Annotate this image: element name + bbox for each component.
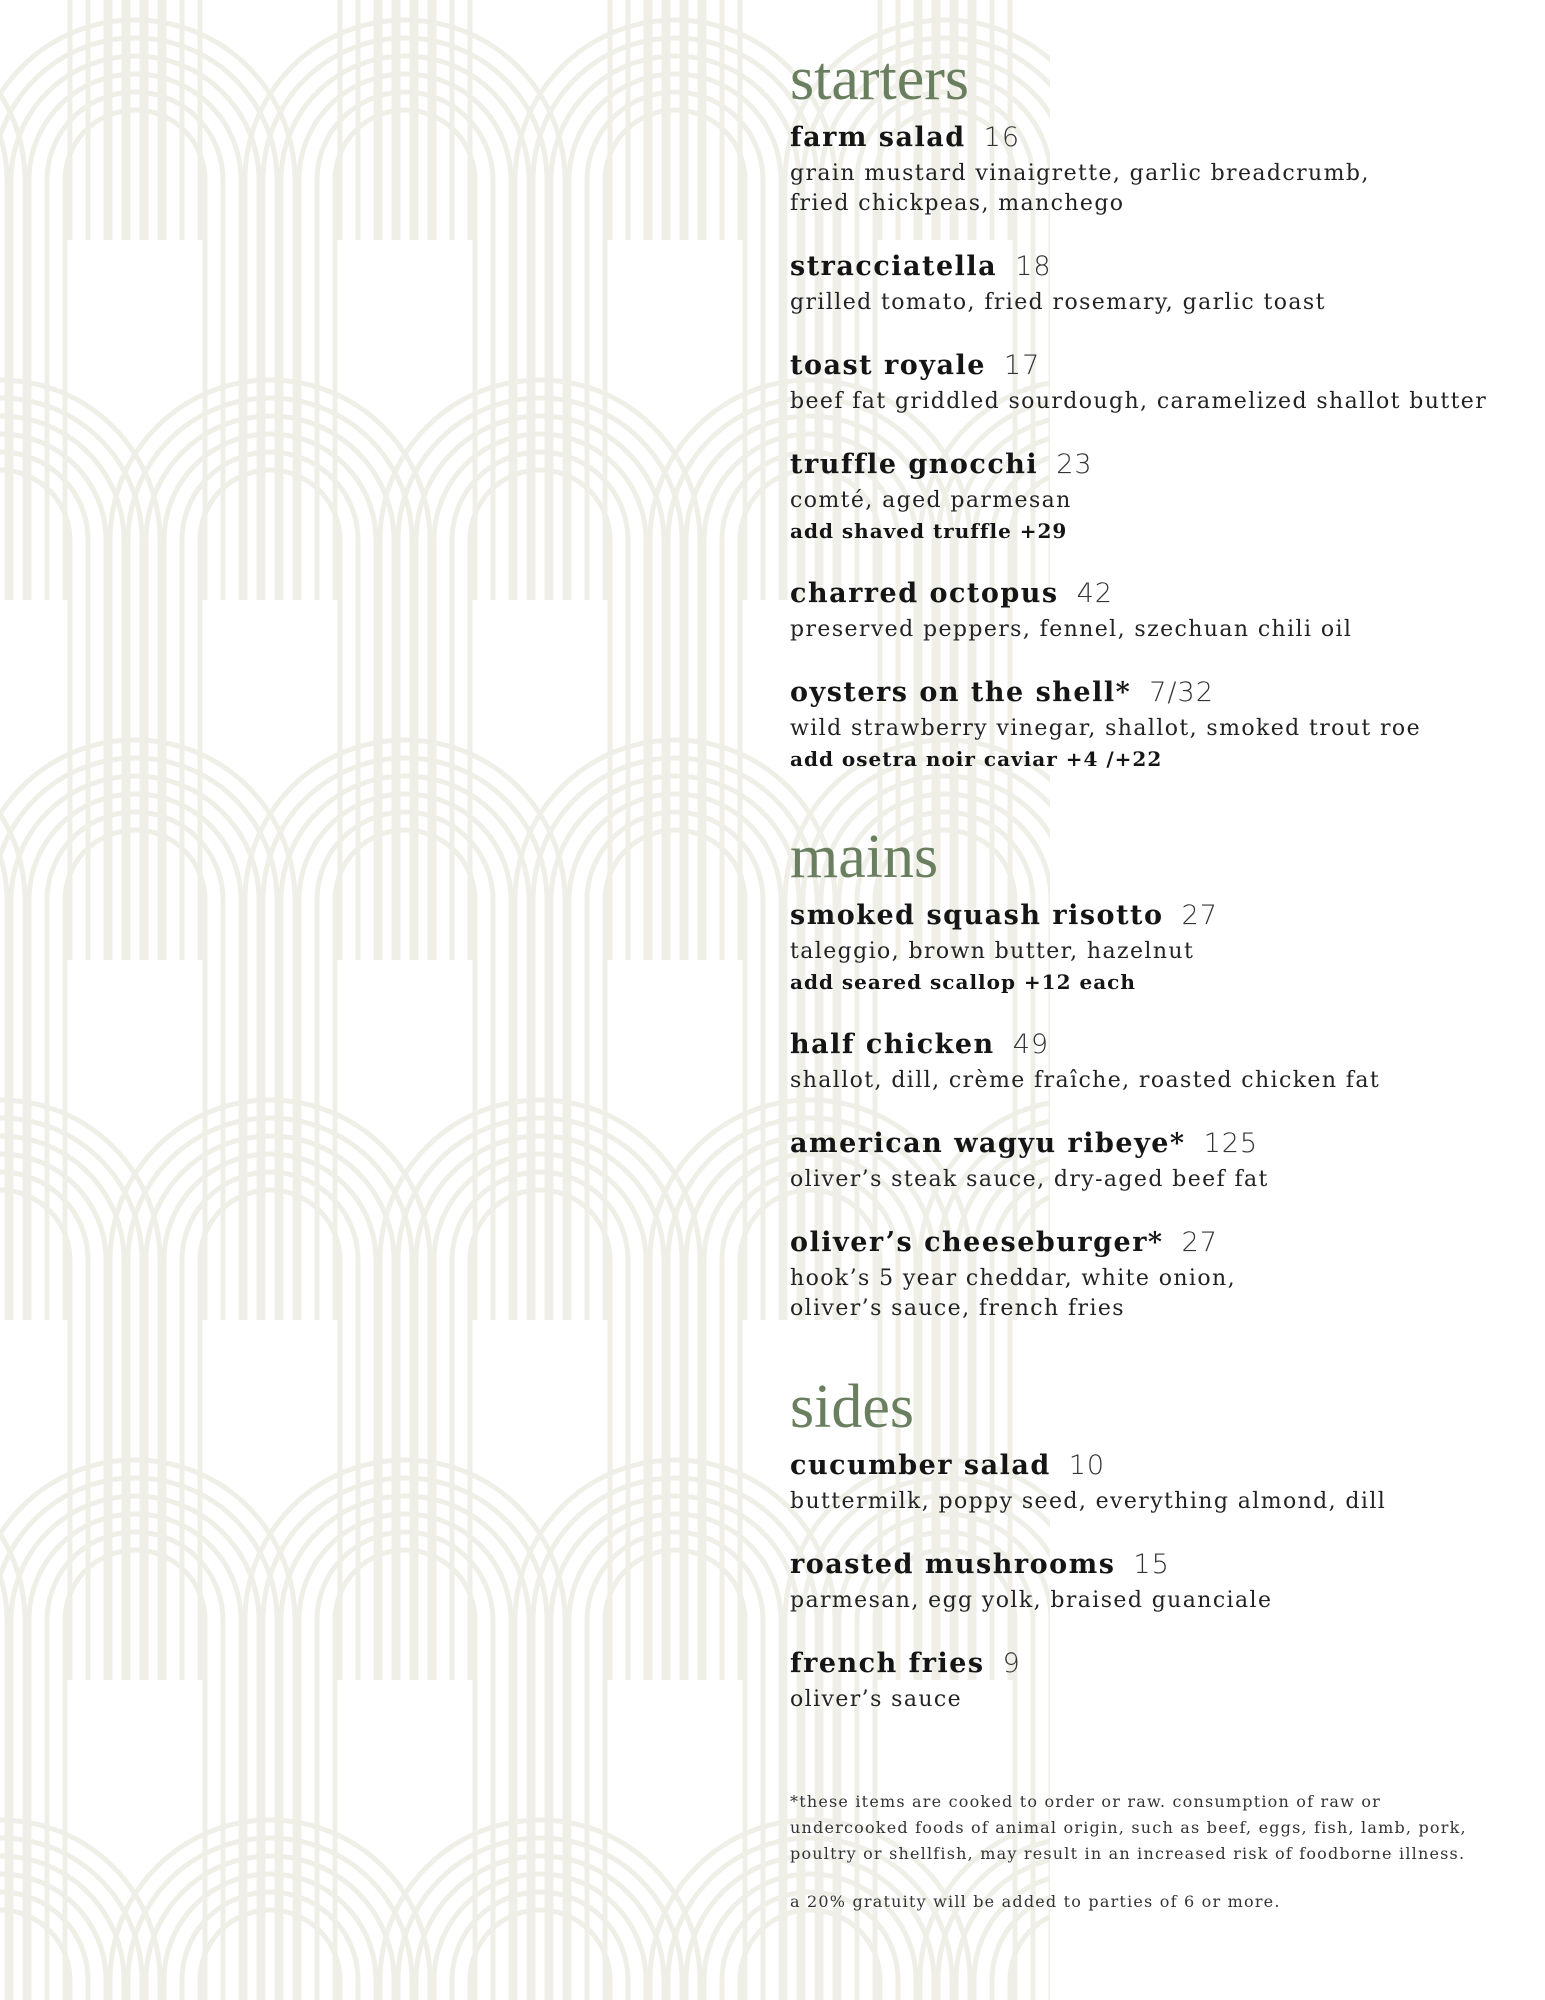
menu-column [790,44,1510,1763]
arch-line [587,812,763,1320]
item-name: charred octopus [790,578,1059,609]
menu-item [790,249,1510,318]
arch-line [398,398,682,960]
item-description: parmesan, egg yolk, braised guanciale [790,1588,1273,1613]
item-name: oliver’s cheeseburger* [790,1227,1164,1258]
item-name: smoked squash risotto [790,900,1164,931]
item-price: 16 [983,122,1020,153]
arch-line [182,1172,358,1680]
item-price: 27 [1181,900,1218,931]
item-price: 17 [1003,350,1041,381]
item-description: wild strawberry vinegar, shallot, smoked trout roe [790,716,1421,741]
arch-line [434,0,646,240]
section-title: mains [790,823,939,891]
item-name: half chicken [790,1029,995,1060]
item-addon: add osetra noir caviar +4 /+22 [790,747,1163,771]
menu-item [790,120,1510,219]
arch-line [587,92,763,600]
item-price: 23 [1056,449,1093,480]
item-name: french fries [790,1648,985,1679]
item-name: stracciatella [790,251,998,282]
arch-line [533,758,817,1320]
item-description: comté, aged parmesan [790,488,1072,513]
item-price: 10 [1068,1450,1106,1481]
arch-line [29,74,241,600]
arch-line [398,1838,682,2000]
item-addon: add shaved truffle +29 [790,519,1068,543]
arch-line [164,1154,376,1680]
menu-item [790,675,1510,774]
item-name: truffle gnocchi [790,449,1039,480]
arch-line [263,38,547,600]
section-sides [790,1372,1510,1715]
arch-line [263,758,547,1320]
arch-line [128,1118,412,1680]
section-mains [790,822,1510,1324]
item-price: 9 [1002,1648,1021,1679]
menu-item [790,1225,1510,1324]
item-name: toast royale [790,350,986,381]
item-description: oliver’s steak sauce, dry-aged beef fat [790,1167,1269,1192]
menu-item [790,447,1510,546]
arch-line [299,74,511,600]
arch-line [128,1838,412,2000]
arch-line [398,1118,682,1680]
arch-line [164,434,376,960]
menu-item [790,898,1510,997]
item-price: 42 [1076,578,1113,609]
arch-line [317,812,493,1320]
footer-notes [790,1789,1490,1937]
item-price: 18 [1015,251,1052,282]
gratuity-note: a 20% gratuity will be added to parties of 6 or more. [790,1892,1281,1911]
item-description: beef fat griddled sourdough, caramelized shallot butter [790,389,1488,414]
arch-line [29,794,241,1320]
arch-line [434,434,646,960]
section-title: sides [790,1373,914,1441]
arch-line [533,38,817,600]
item-description: oliver’s sauce [790,1687,963,1712]
arch-line [452,1172,628,1680]
arch-line [452,452,628,960]
item-description: buttermilk, poppy seed, everything almond, dill [790,1489,1387,1514]
arch-line [299,794,511,1320]
menu-item [790,1027,1510,1096]
menu-item [790,1126,1510,1195]
item-name: cucumber salad [790,1450,1051,1481]
item-addon: add seared scallop +12 each [790,970,1136,994]
menu-item [790,1646,1510,1715]
arch-line [569,794,781,1320]
item-description: shallot, dill, crème fraîche, roasted chicken fat [790,1068,1381,1093]
item-price: 125 [1203,1128,1259,1159]
arch-line [182,452,358,960]
item-description: hook’s 5 year cheddar, white onion, oliver’s sauce, french fries [790,1266,1236,1321]
menu-item [790,576,1510,645]
item-name: oysters on the shell* [790,677,1132,708]
arch-line [569,74,781,600]
item-description: grain mustard vinaigrette, garlic breadcrumb, fried chickpeas, manchego [790,161,1370,216]
item-name: american wagyu ribeye* [790,1128,1186,1159]
item-description: taleggio, brown butter, hazelnut [790,939,1195,964]
raw-food-disclaimer: *these items are cooked to order or raw. consumption of raw or undercooked foods of animal origin, such as beef, eggs, fish, lamb, pork, poultry or shellfish, may result in an increased risk of foodborne illness. [790,1792,1467,1863]
arch-line [434,1154,646,1680]
item-price: 27 [1181,1227,1218,1258]
arch-line [569,1514,781,2000]
menu-item [790,348,1510,417]
menu-item [790,1547,1510,1616]
arch-line [164,0,376,240]
arch-line [47,92,223,600]
menu-item [790,1448,1510,1517]
arch-line [299,1514,511,2000]
section-title: starters [790,45,970,113]
item-name: roasted mushrooms [790,1549,1116,1580]
arch-line [29,1514,241,2000]
section-starters [790,44,1510,774]
arch-line [317,92,493,600]
item-name: farm salad [790,122,966,153]
arch-line [47,812,223,1320]
item-price: 7/32 [1149,677,1214,708]
item-price: 49 [1012,1029,1050,1060]
item-description: grilled tomato, fried rosemary, garlic toast [790,290,1326,315]
item-description: preserved peppers, fennel, szechuan chili oil [790,617,1353,642]
item-price: 15 [1133,1549,1170,1580]
arch-line [128,398,412,960]
